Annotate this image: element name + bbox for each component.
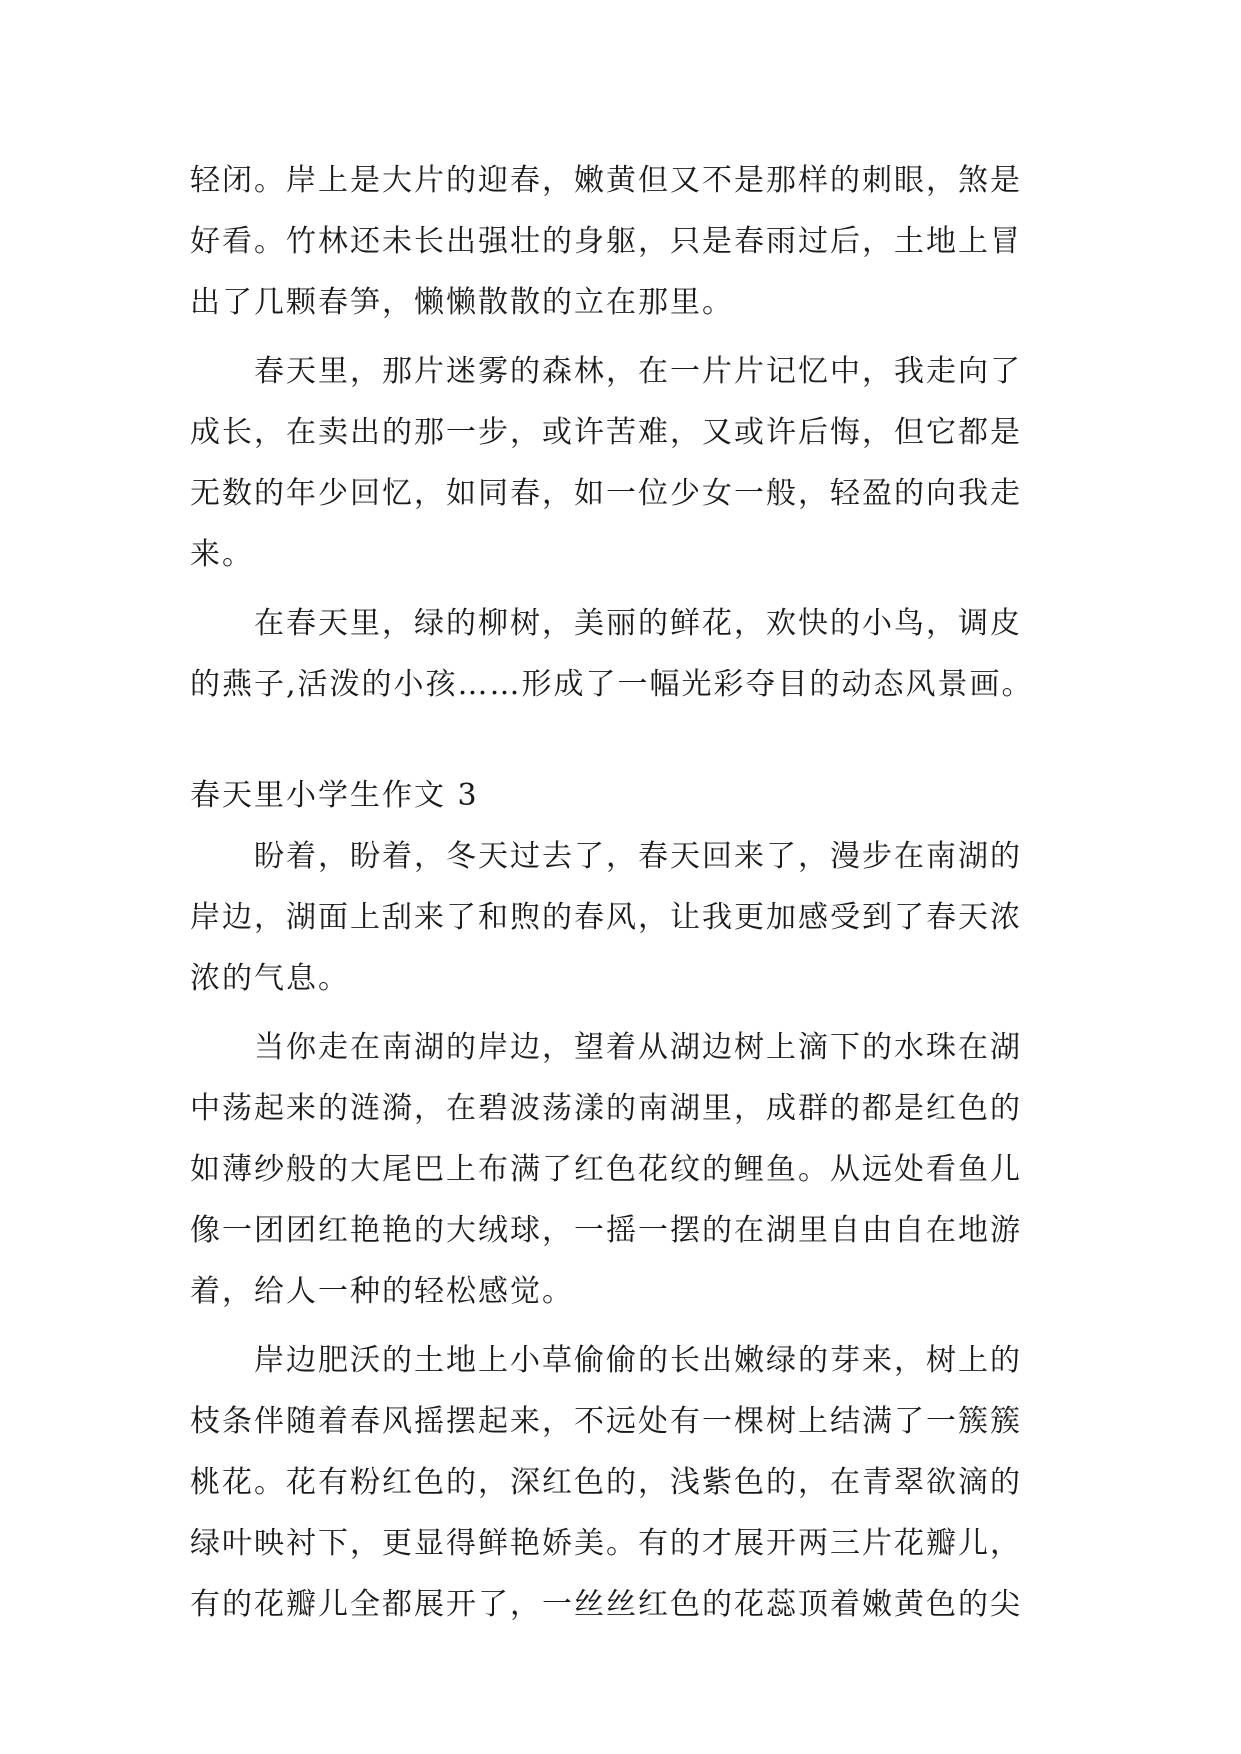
text-line: 轻闭。岸上是大片的迎春，嫩黄但又不是那样的刺眼，煞是 [190, 163, 1022, 198]
text-line: 岸边肥沃的土地上小草偷偷的长出嫩绿的芽来，树上的 [254, 1343, 1022, 1378]
text-line: 有的花瓣儿全都展开了，一丝丝红色的花蕊顶着嫩黄色的尖 [190, 1587, 1022, 1622]
text-line: 成长，在卖出的那一步，或许苦难，又或许后悔，但它都是 [190, 415, 1022, 450]
text-line: 浓的气息。 [190, 961, 350, 996]
text-line: 绿叶映衬下，更显得鲜艳娇美。有的才展开两三片花瓣儿， [190, 1526, 1022, 1561]
text-line: 盼着，盼着，冬天过去了，春天回来了，漫步在南湖的 [254, 839, 1022, 874]
text-line: 好看。竹林还未长出强壮的身躯，只是春雨过后，土地上冒 [190, 224, 1022, 259]
text-line: 着，给人一种的轻松感觉。 [190, 1274, 574, 1309]
text-line: 无数的年少回忆，如同春，如一位少女一般，轻盈的向我走 [190, 476, 1022, 511]
text-line: 枝条伴随着春风摇摆起来，不远处有一棵树上结满了一簇簇 [190, 1404, 1022, 1439]
text-line: 中荡起来的涟漪，在碧波荡漾的南湖里，成群的都是红色的 [190, 1091, 1022, 1126]
paragraph [190, 150, 1050, 333]
text-line: 如薄纱般的大尾巴上布满了红色花纹的鲤鱼。从远处看鱼儿 [190, 1152, 1022, 1187]
paragraph [190, 1017, 1050, 1322]
paragraph [190, 826, 1050, 1009]
text-line: 当你走在南湖的岸边，望着从湖边树上滴下的水珠在湖 [254, 1030, 1022, 1065]
paragraph [190, 341, 1050, 585]
text-line: 的燕子,活泼的小孩……形成了一幅光彩夺目的动态风景画。 [190, 667, 1034, 702]
text-line: 出了几颗春笋，懒懒散散的立在那里。 [190, 285, 734, 320]
section-title: 春天里小学生作文 3 [190, 778, 479, 813]
text-line: 来。 [190, 537, 254, 572]
text-line: 岸边，湖面上刮来了和煦的春风，让我更加感受到了春天浓 [190, 900, 1022, 935]
text-line: 春天里，那片迷雾的森林，在一片片记忆中，我走向了 [254, 354, 1022, 389]
paragraph [190, 1330, 1050, 1635]
text-line: 在春天里，绿的柳树，美丽的鲜花，欢快的小鸟，调皮 [254, 606, 1022, 641]
text-line: 桃花。花有粉红色的，深红色的，浅紫色的，在青翠欲滴的 [190, 1465, 1022, 1500]
text-line: 像一团团红艳艳的大绒球，一摇一摆的在湖里自由自在地游 [190, 1213, 1022, 1248]
paragraph [190, 593, 1050, 715]
document-body [190, 150, 1050, 1635]
